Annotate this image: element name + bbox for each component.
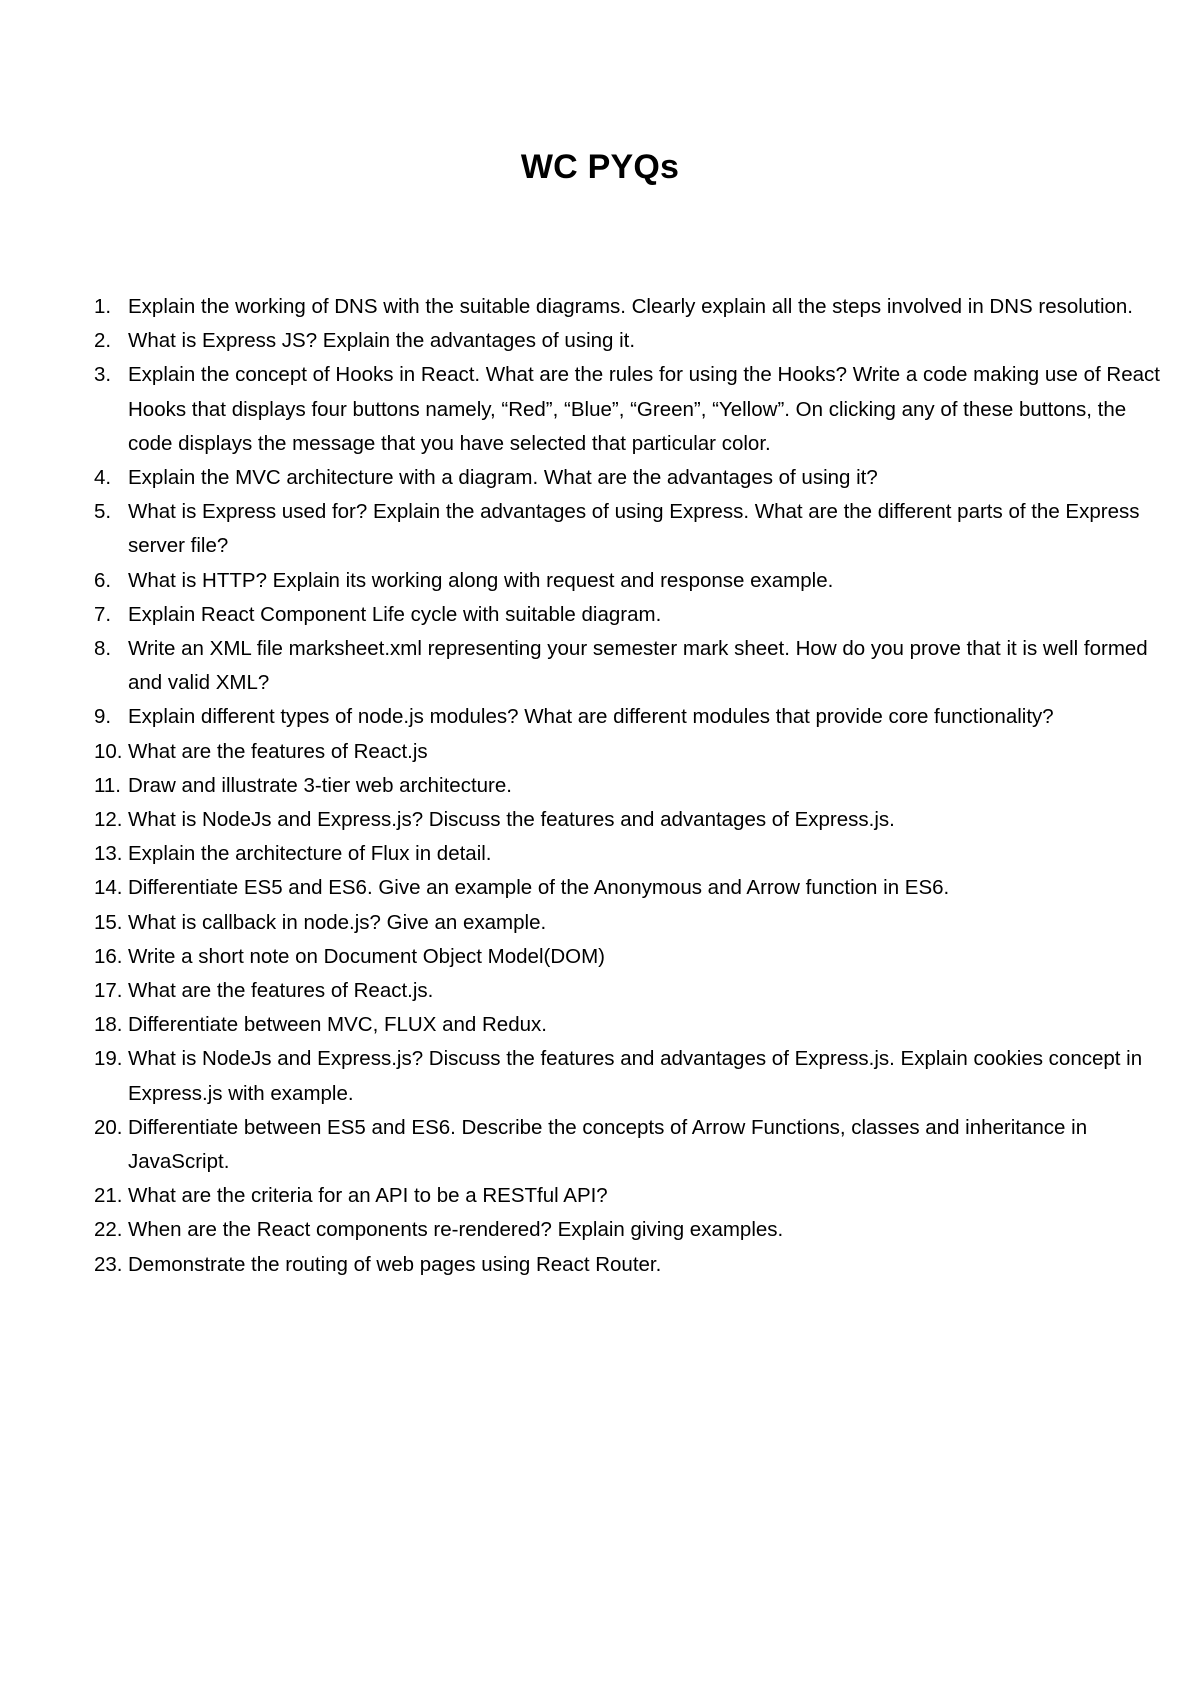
question-item (94, 598, 1174, 632)
question-number: 23. (94, 1252, 123, 1276)
question-number: 11. (94, 773, 121, 797)
question-text: What is HTTP? Explain its working along with request and response example. (128, 568, 834, 592)
question-number: 15. (94, 910, 123, 934)
question-number: 20. (94, 1115, 123, 1139)
question-item (94, 735, 1174, 769)
question-item (94, 769, 1174, 803)
question-text: What are the criteria for an API to be a RESTful API? (128, 1184, 608, 1208)
question-item (94, 564, 1174, 598)
question-number: 7. (94, 602, 112, 626)
question-item (94, 290, 1174, 324)
question-text: What is NodeJs and Express.js? Discuss the features and advantages of Express.js. (128, 808, 895, 832)
question-item (94, 1008, 1174, 1042)
question-item (94, 1042, 1174, 1110)
question-text: Write an XML file marksheet.xml representing your semester mark sheet. How do you prove that it is well formed and valid XML? (128, 637, 1148, 695)
question-item (94, 974, 1174, 1008)
question-text: Explain React Component Life cycle with suitable diagram. (128, 602, 662, 626)
question-item (94, 632, 1174, 700)
question-number: 17. (94, 979, 123, 1003)
question-text: What are the features of React.js. (128, 979, 434, 1003)
question-item (94, 906, 1174, 940)
question-number: 12. (94, 808, 123, 832)
question-text: Explain the MVC architecture with a diagram. What are the advantages of using it? (128, 466, 878, 490)
question-text: What are the features of React.js (128, 739, 428, 763)
question-number: 21. (94, 1184, 123, 1208)
question-list (94, 290, 1174, 1282)
question-item (94, 700, 1174, 734)
question-text: Explain different types of node.js modules? What are different modules that provide core functionality? (128, 705, 1054, 729)
question-number: 6. (94, 568, 112, 592)
question-text: Explain the architecture of Flux in detail. (128, 842, 492, 866)
question-text: Write a short note on Document Object Model(DOM) (128, 944, 605, 968)
page-title: WC PYQs (520, 148, 680, 186)
question-number: 9. (94, 705, 112, 729)
question-number: 2. (94, 329, 112, 353)
question-item (94, 837, 1174, 871)
question-number: 5. (94, 500, 112, 524)
question-number: 4. (94, 466, 112, 490)
question-text: What is Express used for? Explain the advantages of using Express. What are the different parts of the Express server file? (128, 500, 1140, 558)
question-number: 16. (94, 944, 123, 968)
question-text: Differentiate between MVC, FLUX and Redux. (128, 1013, 547, 1037)
question-text: Explain the concept of Hooks in React. What are the rules for using the Hooks? Write a code making use of React Hooks that displays four buttons namely, “Red”, “Blue”, “Green”, “Yellow”. On clicking any of these buttons, the code displays the message that you have selected that particular color. (128, 363, 1160, 455)
question-item (94, 1213, 1174, 1247)
question-number: 1. (94, 295, 112, 318)
question-number: 8. (94, 637, 112, 661)
question-text: What is NodeJs and Express.js? Discuss the features and advantages of Express.js. Explain cookies concept in Express.js with example. (128, 1047, 1143, 1105)
question-item (94, 803, 1174, 837)
question-number: 19. (94, 1047, 123, 1071)
question-text: When are the React components re-rendered? Explain giving examples. (128, 1218, 784, 1242)
question-text: Explain the working of DNS with the suitable diagrams. Clearly explain all the steps involved in DNS resolution. (128, 295, 1133, 318)
question-number: 22. (94, 1218, 123, 1242)
question-item (94, 871, 1174, 905)
question-text: Differentiate between ES5 and ES6. Describe the concepts of Arrow Functions, classes and inheritance in JavaScript. (128, 1115, 1088, 1174)
question-item (94, 940, 1174, 974)
question-item (94, 324, 1174, 358)
question-text: Draw and illustrate 3-tier web architecture. (128, 773, 512, 797)
question-number: 18. (94, 1013, 123, 1037)
question-text: Demonstrate the routing of web pages using React Router. (128, 1252, 662, 1276)
question-text: What is Express JS? Explain the advantages of using it. (128, 329, 636, 353)
question-item (94, 358, 1174, 461)
question-item (94, 1179, 1174, 1213)
question-number: 14. (94, 876, 123, 900)
question-item (94, 1111, 1174, 1179)
question-item (94, 461, 1174, 495)
question-number: 10. (94, 739, 123, 763)
question-number: 13. (94, 842, 123, 866)
question-item (94, 495, 1174, 563)
question-text: Differentiate ES5 and ES6. Give an example of the Anonymous and Arrow function in ES6. (128, 876, 950, 900)
question-number: 3. (94, 363, 112, 387)
question-item (94, 1248, 1174, 1282)
question-text: What is callback in node.js? Give an example. (128, 910, 547, 934)
